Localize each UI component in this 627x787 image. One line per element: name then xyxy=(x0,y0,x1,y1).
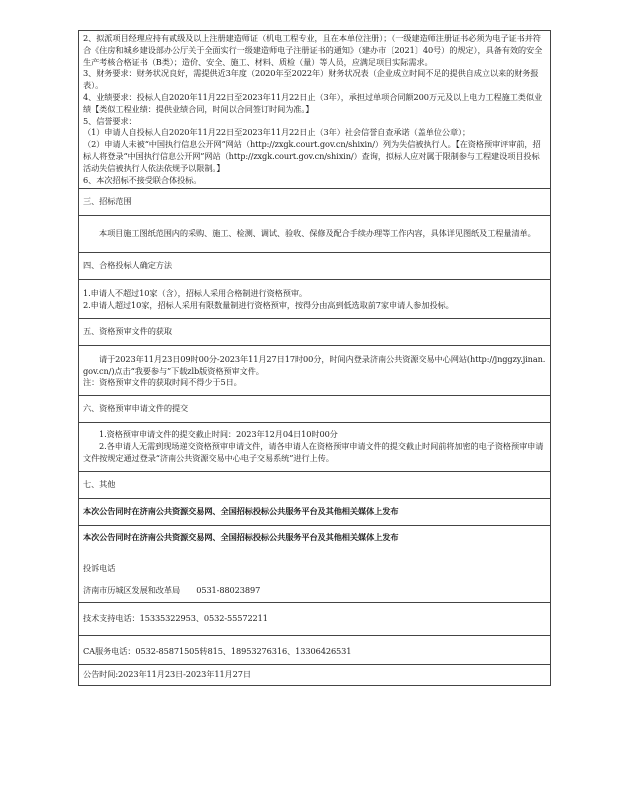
contact-cell xyxy=(79,525,551,664)
obtain-heading: 五、资格预审文件的获取 xyxy=(79,318,551,345)
qualify-line-2: 2.申请人超过10家，招标人采用有限数量制进行资格预审，按得分由高到低选取前7家申请人参加投标。 xyxy=(83,299,454,310)
tech-support: 技术支持电话：15335322953、0532-55572211 xyxy=(83,612,268,623)
req-finance: 3、财务要求：财务状况良好，需提供近3年度（2020年至2022年）财务状况表（企业成立时间不足的提供自成立以来的财务报表）。 xyxy=(83,68,539,91)
qualify-line-1: 1.申请人不超过10家（含），招标人采用合格制进行资格预审。 xyxy=(83,288,308,299)
requirements-cell xyxy=(79,31,551,189)
obtain-note: 注：资格预审文件的获取时间不得少于5日。 xyxy=(83,377,242,388)
notice-table xyxy=(78,30,551,686)
submit-heading: 六、资格预审申请文件的提交 xyxy=(79,396,551,423)
notice-page xyxy=(78,30,551,686)
req-credit: 5、信誉要求： xyxy=(83,115,137,126)
req-consortium: 6、本次招标不接受联合体投标。 xyxy=(83,174,202,185)
obtain-cell xyxy=(79,345,551,395)
notice-period: 公告时间:2023年11月23日-2023年11月27日 xyxy=(79,664,551,685)
publish-note: 本次公告同时在济南公共资源交易网、全国招标投标公共服务平台及其他相关媒体上发布 xyxy=(83,531,399,542)
submit-method: 2.各申请人无需到现场递交资格预审申请文件，请各申请人在资格预审申请文件的提交截止时间前将加密的电子资格预审申请文件按规定通过登录“济南公共资源交易中心电子交易系统”进行上传。 xyxy=(83,440,544,463)
scope-heading: 三、招标范围 xyxy=(79,189,551,216)
obtain-text: 请于2023年11月23日09时00分-2023年11月27日17时00分，时间内登录济南公共资源交易中心网站(http://jnggzy.jinan.gov.cn/)点击“我要参与”下载zlb版资格预审文件。 xyxy=(83,353,546,376)
req-performance: 4、业绩要求：投标人自2020年11月22日至2023年11月22日止（3年），承担过单项合同额200万元及以上电力工程施工类似业绩【类似工程业绩：提供业绩合同，时间以合同签订时间为准。】 xyxy=(83,91,543,114)
ca-service: CA服务电话：0532-85871505转815、18953276316、13306426531 xyxy=(83,645,352,656)
other-text: 本次公告同时在济南公共资源交易网、全国招标投标公共服务平台及其他相关媒体上发布 xyxy=(79,498,551,525)
submit-deadline: 1.资格预审申请文件的提交截止时间：2023年12月04日10时00分 xyxy=(99,429,338,440)
complaint-label: 投诉电话 xyxy=(83,563,116,574)
req-credit-2: （2）申请人未被“中国执行信息公开网”网站（http://zxgk.court.gov.cn/shixin/）列为失信被执行人。【在资格预审评审前，招标人将登录“中国执行信息公开网”网站（http://zxgk.court.gov.cn/shixin/）查询，拟标人应对属于限制参与工程建设项目投标活动失信被执行人依法依规予以限制。】 xyxy=(83,139,541,173)
qualify-heading: 四、合格投标人确定方法 xyxy=(79,253,551,280)
req-credit-1: （1）申请人自投标人自2020年11月22日至2023年11月22日止（3年）社会信誉自查承诺（盖单位公章）； xyxy=(83,127,471,138)
scope-cell xyxy=(79,216,551,253)
complaint-dept: 济南市历城区发展和改革局 0531-88023897 xyxy=(83,585,261,596)
submit-cell xyxy=(79,423,551,471)
scope-text: 本项目施工图纸范围内的采购、施工、检测、调试、验收、保修及配合手续办理等工作内容，具体详见图纸及工程量清单。 xyxy=(99,228,536,239)
qualify-cell xyxy=(79,280,551,319)
req-pm: 2、拟派项目经理应持有贰级及以上注册建造师证（机电工程专业，且在本单位注册）；（一级建造师注册证书必须为电子证书并符合《住房和城乡建设部办公厅关于全面实行一级建造师电子注册证书的通知》（建办市〔2021〕40号）的规定），具备有效的安全生产考核合格证书（B类）；造价、安全、施工、材料、质检（量）等人员，应满足项目实际需求。 xyxy=(83,33,543,67)
other-heading: 七、其他 xyxy=(79,471,551,498)
